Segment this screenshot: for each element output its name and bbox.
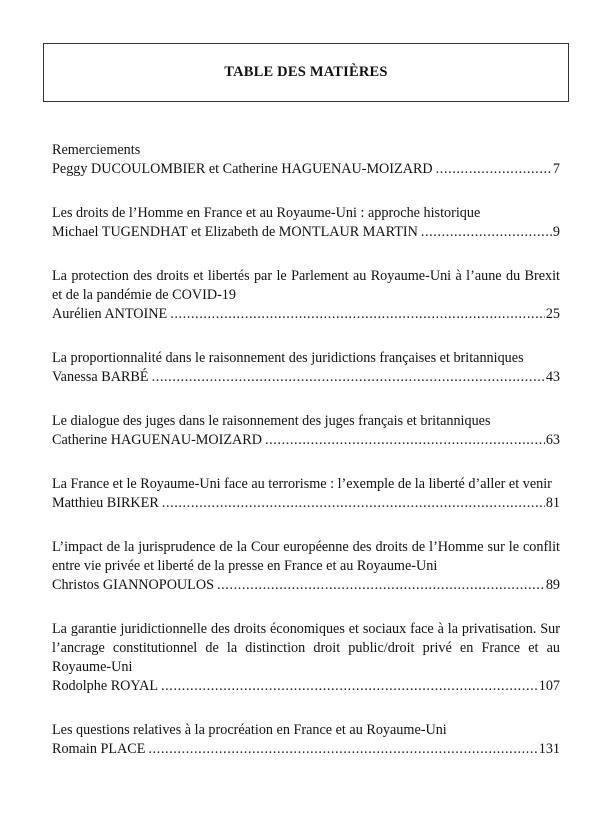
toc-entry-page: 89 bbox=[545, 577, 560, 593]
toc-entry[interactable] bbox=[52, 412, 560, 450]
toc-entry-author: Michael TUGENDHAT et Elizabeth de MONTLAUR MARTIN bbox=[52, 224, 418, 240]
toc-entry-title: Les droits de l’Homme en France et au Royaume-Uni : approche historique bbox=[52, 205, 481, 221]
toc-heading: TABLE DES MATIÈRES bbox=[224, 64, 388, 80]
dot-leader bbox=[148, 740, 537, 759]
toc-entry-title: La protection des droits et libertés par le Parlement au Royaume-Uni à l’aune du Brexit et de la pandémie de COVID-19 bbox=[52, 268, 560, 303]
toc-entry-author: Peggy DUCOULOMBIER et Catherine HAGUENAU-MOIZARD bbox=[52, 161, 433, 177]
toc-entry-page: 25 bbox=[545, 306, 560, 322]
dot-leader bbox=[170, 305, 545, 324]
toc-entry-author: Vanessa BARBÉ bbox=[52, 369, 149, 385]
toc-entry-page: 7 bbox=[552, 161, 560, 177]
dot-leader bbox=[265, 431, 545, 450]
toc-entry-author: Rodolphe ROYAL bbox=[52, 678, 159, 694]
dot-leader bbox=[152, 368, 545, 387]
toc-entry-page: 81 bbox=[545, 495, 560, 511]
toc-entries bbox=[52, 141, 560, 784]
toc-entry-title: Les questions relatives à la procréation en France et au Royaume-Uni bbox=[52, 722, 447, 738]
dot-leader bbox=[162, 494, 545, 513]
toc-entry[interactable] bbox=[52, 538, 560, 595]
toc-heading-box bbox=[43, 43, 569, 102]
toc-entry[interactable] bbox=[52, 620, 560, 696]
toc-entry-page: 9 bbox=[552, 224, 560, 240]
toc-entry[interactable] bbox=[52, 721, 560, 759]
toc-entry-author: Aurélien ANTOINE bbox=[52, 306, 168, 322]
toc-entry-page: 43 bbox=[545, 369, 560, 385]
toc-entry[interactable] bbox=[52, 267, 560, 324]
toc-entry-title: L’impact de la jurisprudence de la Cour européenne des droits de l’Homme sur le conflit entre vie privée et liberté de la presse en France et au Royaume-Uni bbox=[52, 539, 560, 574]
toc-entry-title: La France et le Royaume-Uni face au terrorisme : l’exemple de la liberté d’aller et venir bbox=[52, 476, 552, 492]
dot-leader bbox=[436, 160, 552, 179]
dot-leader bbox=[217, 576, 545, 595]
toc-entry-title: Le dialogue des juges dans le raisonnement des juges français et britanniques bbox=[52, 413, 491, 429]
toc-entry-author: Romain PLACE bbox=[52, 741, 146, 757]
toc-entry[interactable] bbox=[52, 204, 560, 242]
toc-entry[interactable] bbox=[52, 141, 560, 179]
toc-entry-author: Christos GIANNOPOULOS bbox=[52, 577, 214, 593]
toc-entry-page: 131 bbox=[538, 741, 560, 757]
toc-entry-page: 107 bbox=[538, 678, 560, 694]
dot-leader bbox=[421, 223, 552, 242]
toc-entry-author: Matthieu BIRKER bbox=[52, 495, 159, 511]
toc-entry[interactable] bbox=[52, 475, 560, 513]
dot-leader bbox=[161, 677, 538, 696]
toc-entry[interactable] bbox=[52, 349, 560, 387]
toc-entry-title: Remerciements bbox=[52, 142, 141, 158]
toc-entry-page: 63 bbox=[545, 432, 560, 448]
toc-entry-title: La proportionnalité dans le raisonnement des juridictions françaises et britanniques bbox=[52, 350, 524, 366]
toc-entry-title: La garantie juridictionnelle des droits économiques et sociaux face à la privatisation. Sur l’ancrage constitutionnel de la distinction droit public/droit privé en France et au Royaume-Uni bbox=[52, 621, 560, 675]
toc-entry-author: Catherine HAGUENAU-MOIZARD bbox=[52, 432, 263, 448]
